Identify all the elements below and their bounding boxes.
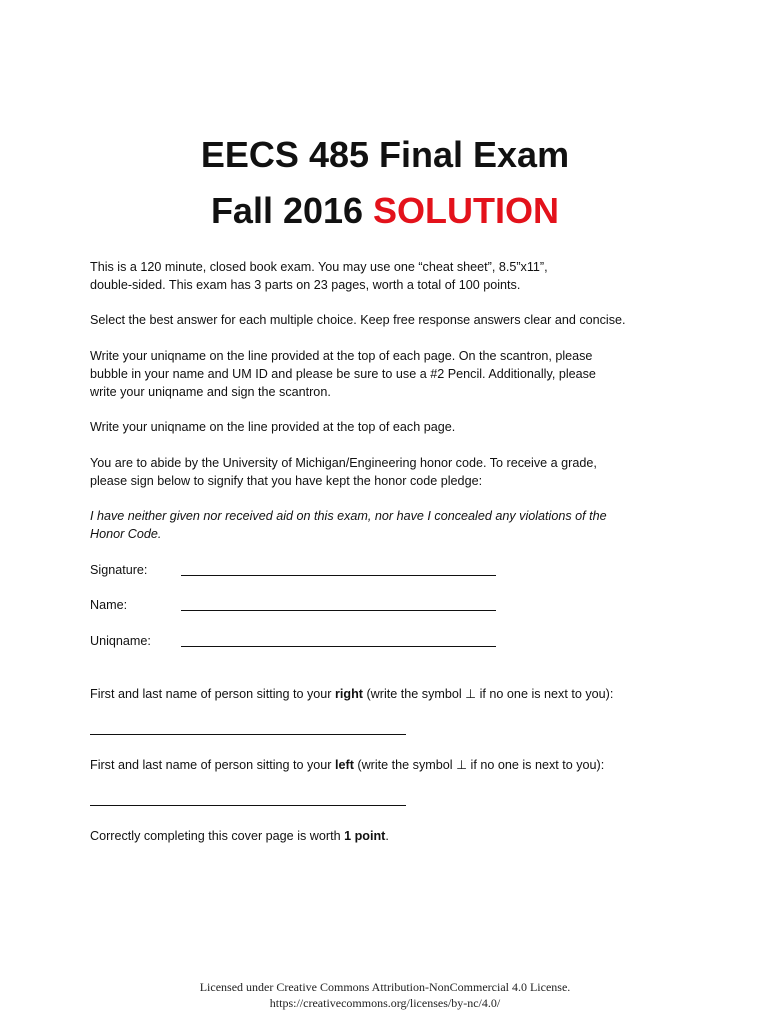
signature-line[interactable] — [181, 575, 496, 576]
instructions-select: Select the best answer for each multiple choice. Keep free response answers clear and concise. — [90, 313, 626, 327]
right-word: right — [335, 687, 363, 701]
license-notice: Licensed under Creative Commons Attribution-NonCommercial 4.0 License. — [199, 980, 571, 994]
uniqname-line[interactable] — [181, 646, 496, 647]
signature-label: Signature: — [90, 563, 148, 577]
right-neighbor-prompt — [90, 685, 730, 703]
cover-page-point-value: 1 point — [344, 829, 386, 843]
exam-subtitle — [0, 191, 770, 231]
left-neighbor-text: First and last name of person sitting to your — [90, 758, 335, 772]
left-neighbor-line[interactable] — [90, 805, 406, 806]
instructions-write-2: bubble in your name and UM ID and please be sure to use a #2 Pencil. Additionally, please — [90, 367, 596, 381]
exam-term: Fall 2016 — [210, 190, 374, 231]
intro-line-1: This is a 120 minute, closed book exam. You may use one “cheat sheet”, 8.5”x11”, — [90, 260, 548, 274]
left-neighbor-prompt — [90, 756, 730, 774]
right-neighbor-line[interactable] — [90, 734, 406, 735]
instructions-write-3: write your uniqname and sign the scantron. — [90, 385, 331, 399]
solution-label: SOLUTION — [373, 190, 560, 231]
cover-page-text: Correctly completing this cover page is worth — [90, 829, 345, 843]
instructions-write-again: Write your uniqname on the line provided at the top of each page. — [90, 420, 456, 434]
cover-page-points — [90, 827, 690, 845]
uniqname-label: Uniqname: — [90, 634, 151, 648]
name-line[interactable] — [181, 610, 496, 611]
honor-pledge-line-1: I have neither given nor received aid on this exam, nor have I concealed any violations of the — [90, 509, 607, 523]
right-neighbor-instruction: (write the symbol ⊥ if no one is next to you): — [362, 687, 614, 701]
intro-line-2: double-sided. This exam has 3 parts on 23 pages, worth a total of 100 points. — [90, 278, 521, 292]
honor-code-line-1: You are to abide by the University of Michigan/Engineering honor code. To receive a grade, — [90, 456, 597, 470]
name-label: Name: — [90, 598, 128, 612]
instructions-write-1: Write your uniqname on the line provided at the top of each page. On the scantron, please — [90, 349, 593, 363]
left-neighbor-instruction: (write the symbol ⊥ if no one is next to you): — [353, 758, 605, 772]
right-neighbor-text: First and last name of person sitting to your — [90, 687, 335, 701]
left-word: left — [335, 758, 354, 772]
honor-pledge-line-2: Honor Code. — [90, 527, 162, 541]
license-url[interactable]: https://creativecommons.org/licenses/by-nc/4.0/ — [269, 996, 501, 1010]
cover-page-period: . — [385, 829, 389, 843]
honor-code-line-2: please sign below to signify that you have kept the honor code pledge: — [90, 474, 483, 488]
exam-title: EECS 485 Final Exam — [200, 134, 570, 175]
